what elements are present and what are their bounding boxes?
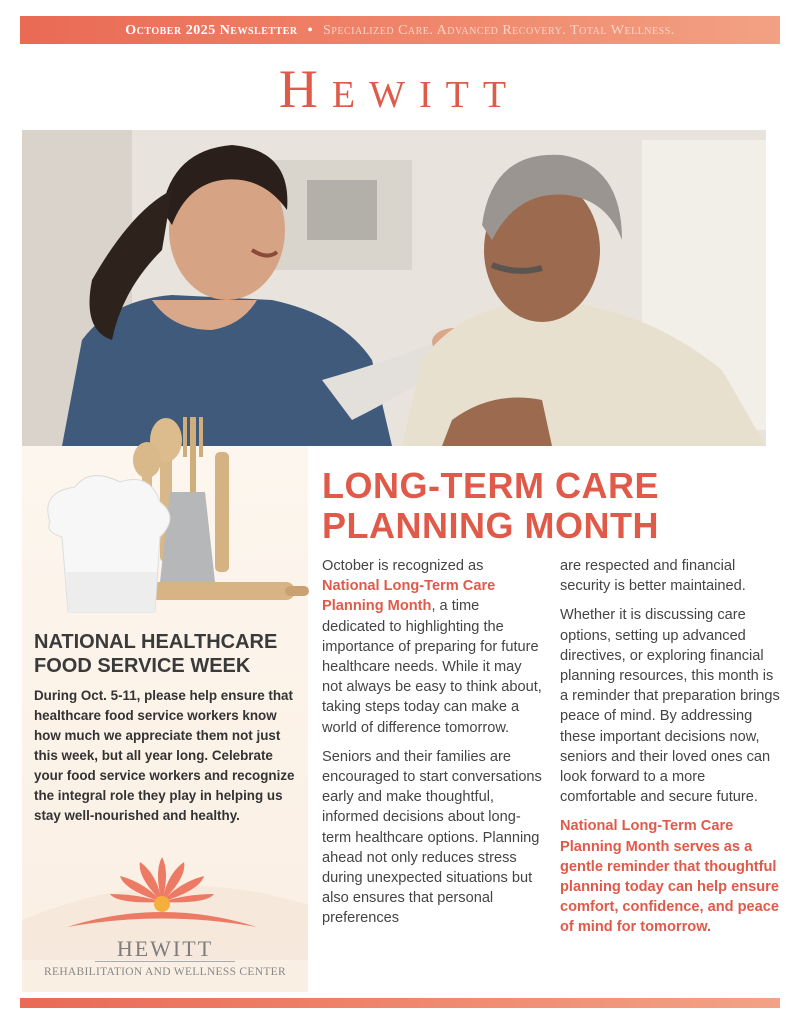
hero-illustration [22, 130, 766, 446]
article-paragraph-1 [322, 556, 542, 738]
masthead-title: Hewitt [278, 59, 521, 119]
header-tagline: Specialized Care. Advanced Recovery. Total Wellness. [323, 23, 675, 38]
header-separator: • [307, 23, 314, 38]
logo-subtitle: REHABILITATION AND WELLNESS CENTER [44, 966, 286, 978]
header-banner [20, 16, 780, 44]
article-column-2 [560, 556, 782, 947]
chef-hat-illustration [30, 412, 310, 622]
hero-photo [22, 130, 766, 446]
article-paragraph-2-continued: are respected and financial security is better maintained. [560, 558, 746, 595]
paragraph-text: , a time dedicated to highlighting the importance of preparing for future healthcare needs. While it may not always be easy to think about, taking steps today can make a world of difference tomorrow. [322, 598, 542, 736]
logo-divider [95, 961, 235, 962]
sidebar-body: During Oct. 5-11, please help ensure that healthcare food service workers know how much we appreciate them not just this week, but all year long. Celebrate your food service workers and recognize the integral role they play in helping us stay well-nourished and healthy. [34, 688, 295, 823]
article-title: LONG-TERM CARE PLANNING MONTH [322, 465, 659, 546]
sidebar-title: NATIONAL HEALTHCARE FOOD SERVICE WEEK [34, 631, 278, 677]
article-column-1 [322, 556, 542, 938]
logo-name: HEWITT [116, 936, 214, 961]
article-paragraph-2: Seniors and their families are encouraged to start conversations early and make thoughtful, informed decisions about long-term healthcare options. Planning ahead not only reduces stress during unexpected situations but also ensures that personal preferences [322, 748, 542, 927]
newsletter-date: October 2025 Newsletter [125, 23, 298, 38]
paragraph-text: October is recognized as [322, 558, 484, 574]
highlight-text: National Long-Term Care Planning Month [322, 578, 496, 615]
footer-bar [20, 998, 780, 1008]
pull-quote: National Long-Term Care Planning Month serves as a gentle reminder that thoughtful planning today can help ensure comfort, confidence, and peace of mind for tomorrow. [560, 818, 779, 936]
article-paragraph-3: Whether it is discussing care options, setting up advanced directives, or exploring financial planning resources, this month is a reminder that preparation brings peace of mind. By addressing these important decisions now, seniors and their loved ones can look forward to a more comfortable and secure future. [560, 607, 780, 806]
